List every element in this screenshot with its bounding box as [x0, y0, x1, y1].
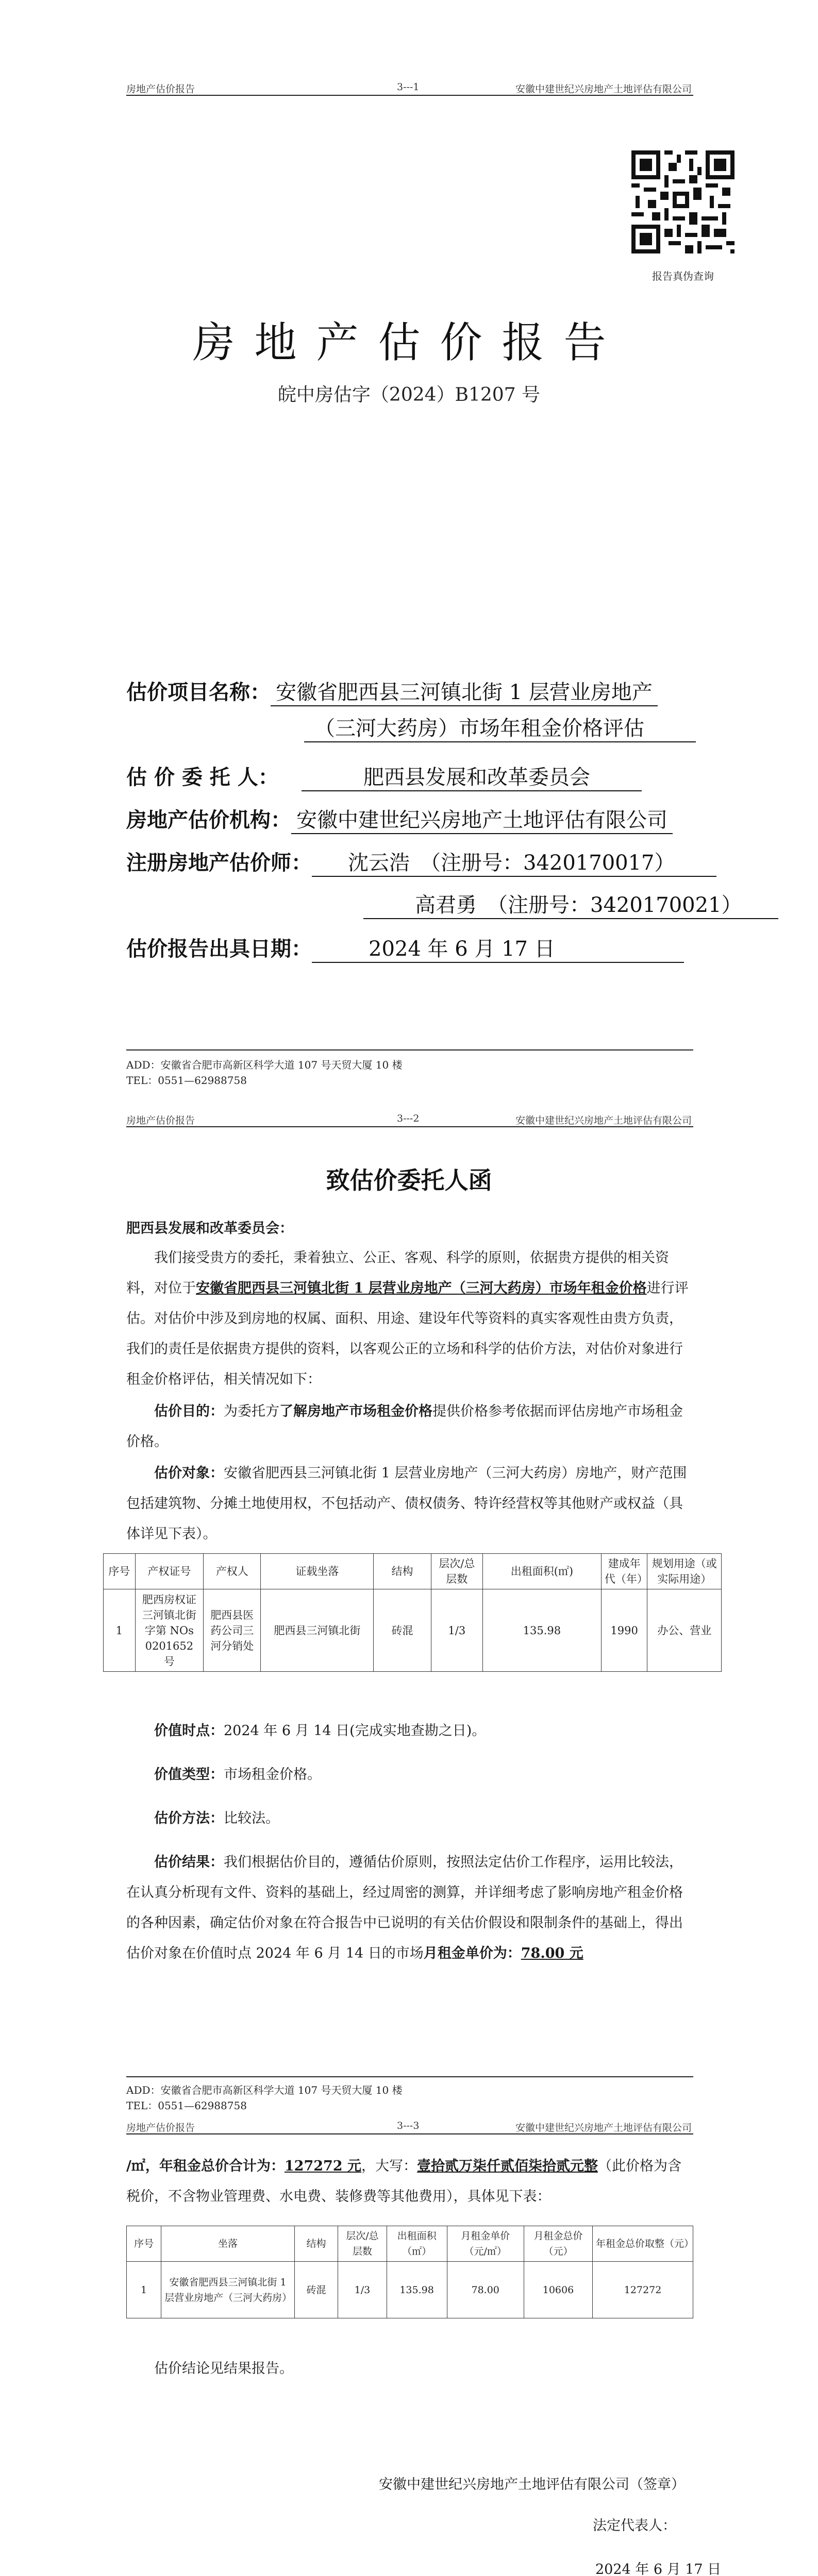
project-name-row-2 [304, 712, 696, 742]
table-cell: 1/3 [431, 1589, 482, 1672]
appraiser-row-2 [363, 889, 778, 919]
footer-address [126, 2082, 403, 2113]
table-cell: 127272 [593, 2262, 693, 2318]
table-header: 结构 [374, 1554, 431, 1589]
value-date-paragraph [126, 1716, 693, 1746]
client-row [126, 761, 642, 791]
annual-total-value: 127272 元 [284, 2158, 361, 2174]
purpose-text-b: 提供价格参考依据而评估房地产市场租金价格。 [126, 1403, 683, 1450]
table-header: 序号 [104, 1554, 136, 1589]
letter-intro [126, 1243, 693, 1395]
table-cell: 1 [127, 2262, 161, 2318]
table-cell: 10606 [524, 2262, 592, 2318]
purpose-paragraph [126, 1396, 693, 1457]
footer-addr-line: ADD：安徽省合肥市高新区科学大道 107 号天贸大厦 10 楼 [126, 1059, 403, 1071]
table-header: 出租面积（㎡） [387, 2226, 447, 2262]
header-page-number: 3---3 [397, 2120, 420, 2131]
table-header: 出租面积(㎡) [482, 1554, 601, 1589]
purpose-text-a: 为委托方 [224, 1403, 279, 1419]
footer-rule [126, 2076, 693, 2077]
header-company: 安徽中建世纪兴房地产土地评估有限公司 [515, 83, 692, 95]
table-cell: 1/3 [338, 2262, 387, 2318]
table-cell: 1990 [601, 1589, 647, 1672]
value-type-label: 价值类型： [154, 1767, 224, 1783]
org-row [126, 804, 673, 834]
appraiser-2: 高君勇 （注册号：3420170021） [363, 889, 778, 919]
result-tail: （此价格为含税价，不含物业管理费、水电费、装修费等其他费用），具体见下表： [126, 2158, 681, 2205]
table-header-row [127, 2226, 693, 2262]
table-header: 坐落 [161, 2226, 295, 2262]
project-name-line2: （三河大药房）市场年租金价格评估 [304, 712, 696, 742]
org-label: 房地产估价机构： [126, 808, 291, 832]
appraiser-row [126, 846, 716, 877]
object-paragraph [126, 1458, 693, 1549]
result-paragraph [126, 1847, 693, 1969]
header-rule [126, 2133, 693, 2134]
value-date-text: 2024 年 6 月 14 日(完成实地查勘之日)。 [224, 1723, 486, 1739]
object-label: 估价对象： [154, 1465, 224, 1481]
table-header: 序号 [127, 2226, 161, 2262]
project-name-label: 估价项目名称： [126, 680, 271, 704]
header-report-name: 房地产估价报告 [126, 83, 195, 95]
qr-code[interactable] [631, 150, 734, 253]
table-cell: 肥西房权证三河镇北街字第 NOs 0201652 号 [135, 1589, 204, 1672]
table-cell: 肥西县医药公司三河分销处 [204, 1589, 261, 1672]
table-cell: 1 [104, 1589, 136, 1672]
table-header: 产权证号 [135, 1554, 204, 1589]
header-rule [126, 1126, 693, 1127]
header-page-number: 3---2 [397, 1113, 420, 1124]
date-row [126, 933, 684, 963]
table-header: 结构 [294, 2226, 338, 2262]
issue-date-label: 估价报告出具日期： [126, 937, 312, 961]
result-unit-price-label: 月租金单价为： [423, 1945, 521, 1961]
qr-code-icon [631, 150, 734, 253]
project-name-row [126, 676, 658, 706]
company-signature: 安徽中建世纪兴房地产土地评估有限公司（签章） [379, 2477, 685, 2493]
table-row [104, 1589, 722, 1672]
signature-date: 2024 年 6 月 17 日 [595, 2562, 722, 2576]
header-company: 安徽中建世纪兴房地产土地评估有限公司 [515, 1115, 692, 1126]
table-row [127, 2262, 693, 2318]
footer-tel-line: TEL：0551—62988758 [126, 1074, 247, 1087]
appraiser-1: 沈云浩 （注册号：3420170017） [312, 846, 716, 877]
footer-tel-line: TEL：0551—62988758 [126, 2099, 247, 2112]
footer-address [126, 1057, 403, 1088]
header-page-number: 3---1 [397, 81, 420, 93]
table-cell: 砖混 [374, 1589, 431, 1672]
value-type-paragraph [126, 1759, 693, 1790]
method-label: 估价方法： [154, 1810, 224, 1826]
table-header: 产权人 [204, 1554, 261, 1589]
legal-representative: 法定代表人： [593, 2518, 676, 2534]
table-cell: 安徽省肥西县三河镇北街 1 层营业房地产（三河大药房） [161, 2262, 295, 2318]
table-header: 证载坐落 [261, 1554, 374, 1589]
header-company: 安徽中建世纪兴房地产土地评估有限公司 [515, 2122, 692, 2133]
project-name-line1: 安徽省肥西县三河镇北街 1 层营业房地产 [271, 676, 658, 706]
report-title: 房地产估价报告 [192, 318, 626, 367]
table-cell: 135.98 [387, 2262, 447, 2318]
value-type-text: 市场租金价格。 [224, 1767, 321, 1783]
annual-total-label: /㎡，年租金总价合计为： [126, 2158, 285, 2174]
client-value: 肥西县发展和改革委员会 [302, 761, 642, 791]
purpose-label: 估价目的： [154, 1403, 224, 1419]
property-table [103, 1553, 722, 1672]
table-cell: 135.98 [482, 1589, 601, 1672]
intro-text: 我们接受贵方的委托，秉着独立、公正、客观、科学的原则，依据贵方提供的相关资料，对位于 [126, 1250, 669, 1296]
rent-table [126, 2226, 693, 2318]
table-header: 月租金总价（元） [524, 2226, 592, 2262]
qr-caption: 报告真伪查询 [652, 270, 714, 282]
result-continued [126, 2151, 693, 2212]
letter-title: 致估价委托人函 [326, 1166, 492, 1194]
table-header: 层次/总层数 [338, 2226, 387, 2262]
org-value: 安徽中建世纪兴房地产土地评估有限公司 [291, 804, 673, 834]
method-paragraph [126, 1803, 693, 1834]
method-text: 比较法。 [224, 1810, 279, 1826]
intro-subject: 安徽省肥西县三河镇北街 1 层营业房地产（三河大药房）市场年租金价格 [196, 1280, 647, 1296]
result-unit-price: 78.00 元 [521, 1945, 583, 1961]
purpose-text-bold: 了解房地产市场租金价格 [279, 1403, 432, 1419]
table-cell: 肥西县三河镇北街 [261, 1589, 374, 1672]
table-cell: 办公、营业 [647, 1589, 722, 1672]
table-header: 月租金单价（元/㎡） [447, 2226, 524, 2262]
header-rule [126, 95, 693, 96]
header-report-name: 房地产估价报告 [126, 2122, 195, 2133]
value-date-label: 价值时点： [154, 1723, 224, 1739]
object-text: 安徽省肥西县三河镇北街 1 层营业房地产（三河大药房）房地产，财产范围包括建筑物、分摊土地使用权，不包括动产、债权债务、特许经营权等其他财产或权益（具体详见下表）。 [126, 1465, 687, 1542]
report-number: 皖中房估字（2024）B1207 号 [277, 384, 541, 405]
client-label: 估 价 委 托 人： [126, 765, 279, 789]
result-label: 估价结果： [154, 1854, 224, 1870]
table-header: 年租金总价取整（元） [593, 2226, 693, 2262]
table-cell: 砖混 [294, 2262, 338, 2318]
table-header: 层次/总层数 [431, 1554, 482, 1589]
footer-rule [126, 1049, 693, 1050]
table-header: 建成年代（年） [601, 1554, 647, 1589]
issue-date-value: 2024 年 6 月 17 日 [312, 933, 684, 963]
closing-line: 估价结论见结果报告。 [154, 2361, 293, 2377]
capital-amount: 壹拾贰万柒仟贰佰柒拾贰元整 [417, 2158, 598, 2174]
header-report-name: 房地产估价报告 [126, 1115, 195, 1126]
appraiser-label: 注册房地产估价师： [126, 851, 312, 875]
capital-label: ，大写： [361, 2158, 417, 2174]
salutation: 肥西县发展和改革委员会： [126, 1221, 293, 1236]
intro-tail: 进行评估。对估价中涉及到房地的权属、面积、用途、建设年代等资料的真实客观性由贵方负责，我们的责任是依据贵方提供的资料，以客观公正的立场和科学的估价方法，对估价对象进行租金价格评估，相关情况如下： [126, 1280, 689, 1387]
footer-addr-line: ADD：安徽省合肥市高新区科学大道 107 号天贸大厦 10 楼 [126, 2084, 403, 2096]
table-cell: 78.00 [447, 2262, 524, 2318]
table-header-row [104, 1554, 722, 1589]
result-text: 我们根据估价目的，遵循估价原则，按照法定估价工作程序，运用比较法，在认真分析现有文件、资料的基础上，经过周密的测算，并详细考虑了影响房地产租金价格的各种因素，确定估价对象在符合报告中已说明的有关估价假设和限制条件的基础上，得出估价对象在价值时点 2024 年 6 月 14 日的市场 [126, 1854, 683, 1961]
table-header: 规划用途（或实际用途） [647, 1554, 722, 1589]
